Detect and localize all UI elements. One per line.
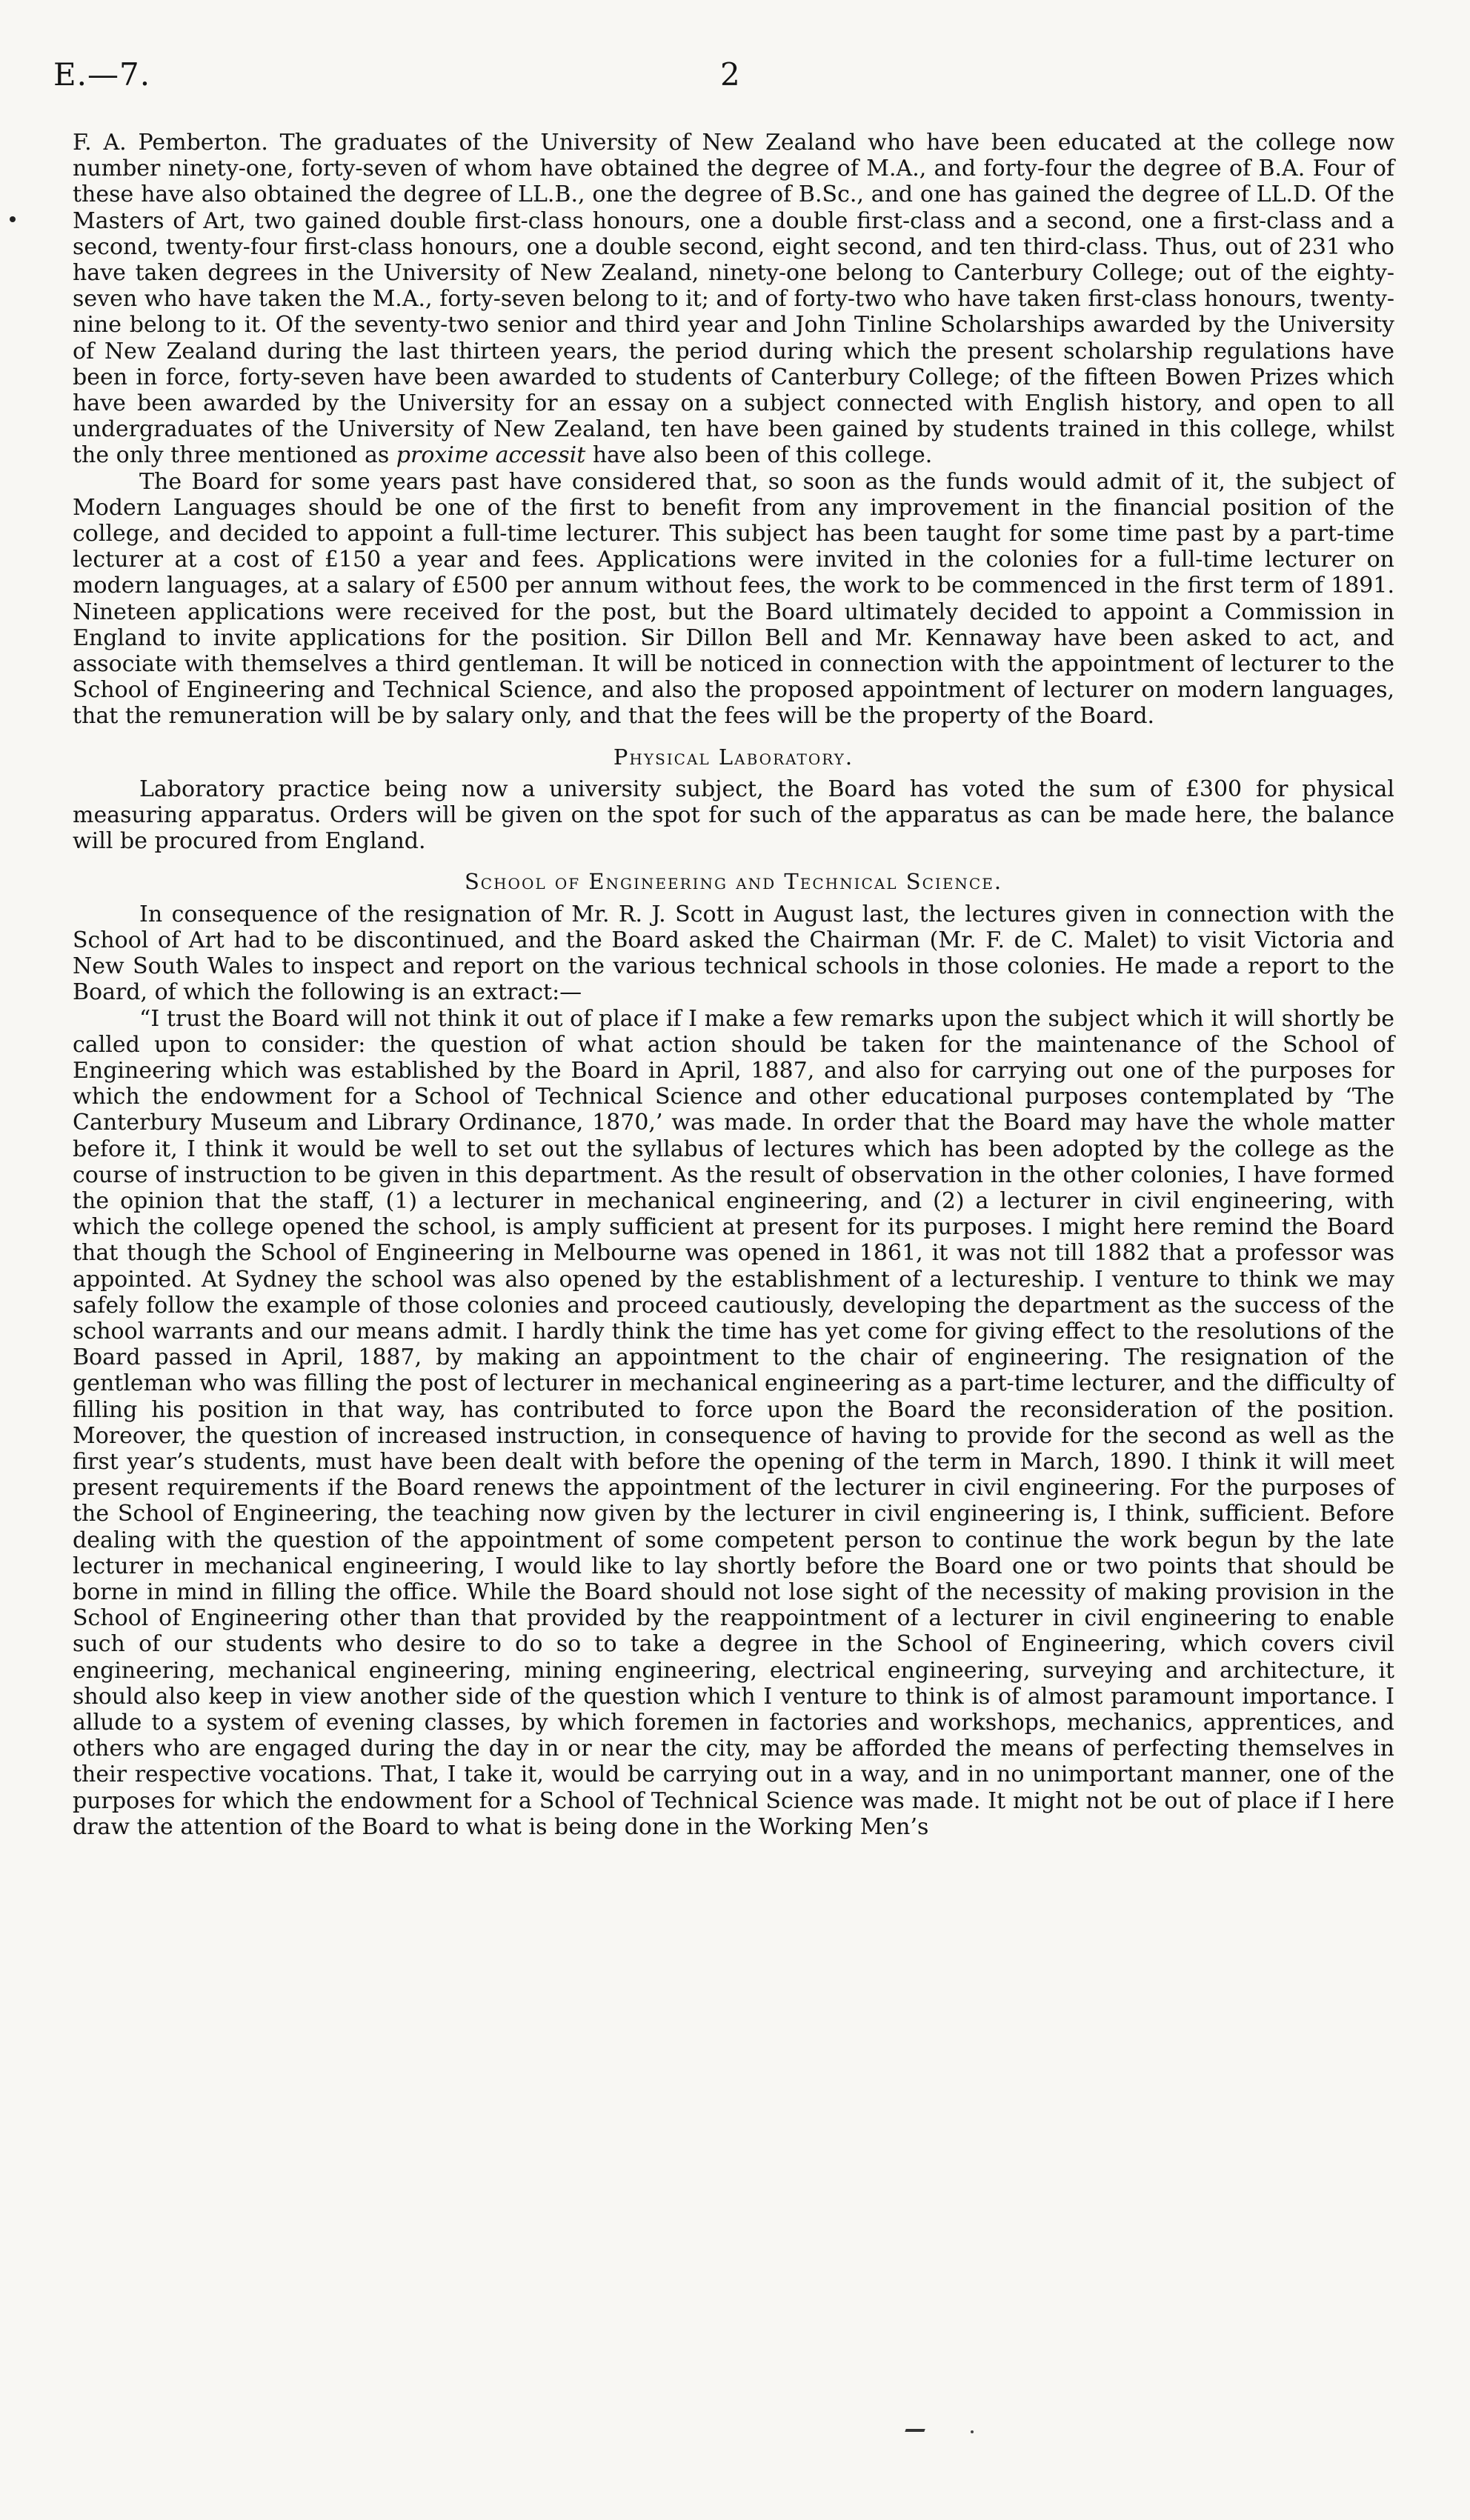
paragraph-resignation: In consequence of the resignation of Mr. R. J. Scott in August last, the lectures given in connection with the School of Art had to be discontinued, and the Board asked the Chairman (Mr. F. de C. Malet) to visit Victoria and New South Wales to inspect and report on the various technical schools in those colonies. He made a report to the Board, of which the following is an extract:—	[73, 901, 1394, 1006]
paragraph-modern-languages: The Board for some years past have considered that, so soon as the funds would admit of it, the subject of Modern Languages should be one of the first to benefit from any improvement in the financial position of the college, and decided to appoint a full-time lecturer. This subject has been taught for some time past by a part-time lecturer at a cost of £150 a year and fees. Applications were invited in the colonies for a full-time lecturer on modern languages, at a salary of £500 per annum without fees, the work to be commenced in the first term of 1891. Nineteen applications were received for the post, but the Board ultimately decided to appoint a Commission in England to invite applications for the position. Sir Dillon Bell and Mr. Kennaway have been asked to act, and associate with themselves a third gentleman. It will be noticed in connection with the appointment of lecturer to the School of Engineering and Technical Science, and also the proposed appointment of lecturer on modern languages, that the remuneration will be by salary only, and that the fees will be the property of the Board.	[73, 468, 1394, 730]
margin-dot-mark	[10, 216, 16, 222]
section-heading-physical-laboratory: Physical Laboratory.	[613, 744, 854, 770]
document-reference: E.—7.	[53, 56, 151, 93]
footer-tick-mark	[905, 2429, 925, 2432]
footer-dot-mark	[971, 2430, 974, 2433]
section-heading-engineering: School of Engineering and Technical Science.	[464, 869, 1003, 895]
page-header	[53, 56, 1417, 101]
paragraph-report-extract: “I trust the Board will not think it out of place if I make a few remarks upon the subject which it will shortly be called upon to consider: the question of what action should be taken for the maintenance of the School of Engineering which was established by the Board in April, 1887, and also for carrying out one of the purposes for which the endowment for a School of Technical Science and other educational purposes contemplated by ‘The Canterbury Museum and Library Ordinance, 1870,’ was made. In order that the Board may have the whole matter before it, I think it would be well to set out the syllabus of lectures which has been adopted by the college as the course of instruction to be given in this department. As the result of observation in the other colonies, I have formed the opinion that the staff, (1) a lecturer in mechanical engineering, and (2) a lecturer in civil engineering, with which the college opened the school, is amply sufficient at present for its purposes. I might here remind the Board that though the School of Engineering in Melbourne was opened in 1861, it was not till 1882 that a professor was appointed. At Sydney the school was also opened by the establishment of a lectureship. I venture to think we may safely follow the example of those colonies and proceed cautiously, developing the department as the success of the school warrants and our means admit. I hardly think the time has yet come for giving effect to the resolutions of the Board passed in April, 1887, by making an appointment to the chair of engineering. The resignation of the gentleman who was filling the post of lecturer in mechanical engineering as a part-time lecturer, and the difficulty of filling his position in that way, has contributed to force upon the Board the reconsideration of the position. Moreover, the question of increased instruction, in consequence of having to provide for the second as well as the first year’s students, must have been dealt with before the opening of the term in March, 1890. I think it will meet present requirements if the Board renews the appointment of the lecturer in civil engineering. For the purposes of the School of Engineering, the teaching now given by the lecturer in civil engineering is, I think, sufficient. Before dealing with the question of the appointment of some competent person to continue the work begun by the late lecturer in mechanical engineering, I would like to lay shortly before the Board one or two points that should be borne in mind in filling the office. While the Board should not lose sight of the necessity of making provision in the School of Engineering other than that provided by the reappointment of a lecturer in civil engineering to enable such of our students who desire to do so to take a degree in the School of Engineering, which covers civil engineering, mechanical engineering, mining engineering, electrical engineering, surveying and architecture, it should also keep in view another side of the question which I venture to think is of almost paramount importance. I allude to a system of evening classes, by which foremen in factories and workshops, mechanics, apprentices, and others who are engaged during the day in or near the city, may be afforded the means of perfecting themselves in their respective vocations. That, I take it, would be carrying out in a way, and in no unimportant manner, one of the purposes for which the endowment for a School of Technical Science was made. It might not be out of place if I here draw the attention of the Board to what is being done in the Working Men’s	[73, 1005, 1394, 1840]
paragraph-graduates: F. A. Pemberton. The graduates of the University of New Zealand who have been educated at the college now number ninety-one, forty-seven of whom have obtained the degree of M.A., and forty-four the degree of B.A. Four of these have also obtained the degree of LL.B., one the degree of B.Sc., and one has gained the degree of LL.D. Of the Masters of Art, two gained double first-class honours, one a double first-class and a second, one a first-class and a second, twenty-four first-class honours, one a double second, eight second, and ten third-class. Thus, out of 231 who have taken degrees in the University of New Zealand, ninety-one belong to Canterbury College; out of the eighty-seven who have taken the M.A., forty-seven belong to it; and of forty-two who have taken first-class honours, twenty-nine belong to it. Of the seventy-two senior and third year and John Tinline Scholarships awarded by the University of New Zealand during the last thirteen years, the period during which the present scholarship regulations have been in force, forty-seven have been awarded to students of Canterbury College; of the fifteen Bowen Prizes which have been awarded by the University for an essay on a subject connected with English history, and open to all undergraduates of the University of New Zealand, ten have been gained by students trained in this college, whilst the only three mentioned as proxime accessit have also been of this college.	[73, 130, 1394, 469]
paragraph-laboratory: Laboratory practice being now a university subject, the Board has voted the sum of £300 for physical measuring apparatus. Orders will be given on the spot for such of the apparatus as can be made here, the balance will be procured from England.	[73, 776, 1394, 855]
page-number: 2	[720, 56, 740, 93]
body-text	[73, 130, 1394, 1840]
emphasis-proxime-accessit: proxime accessit	[396, 442, 586, 469]
